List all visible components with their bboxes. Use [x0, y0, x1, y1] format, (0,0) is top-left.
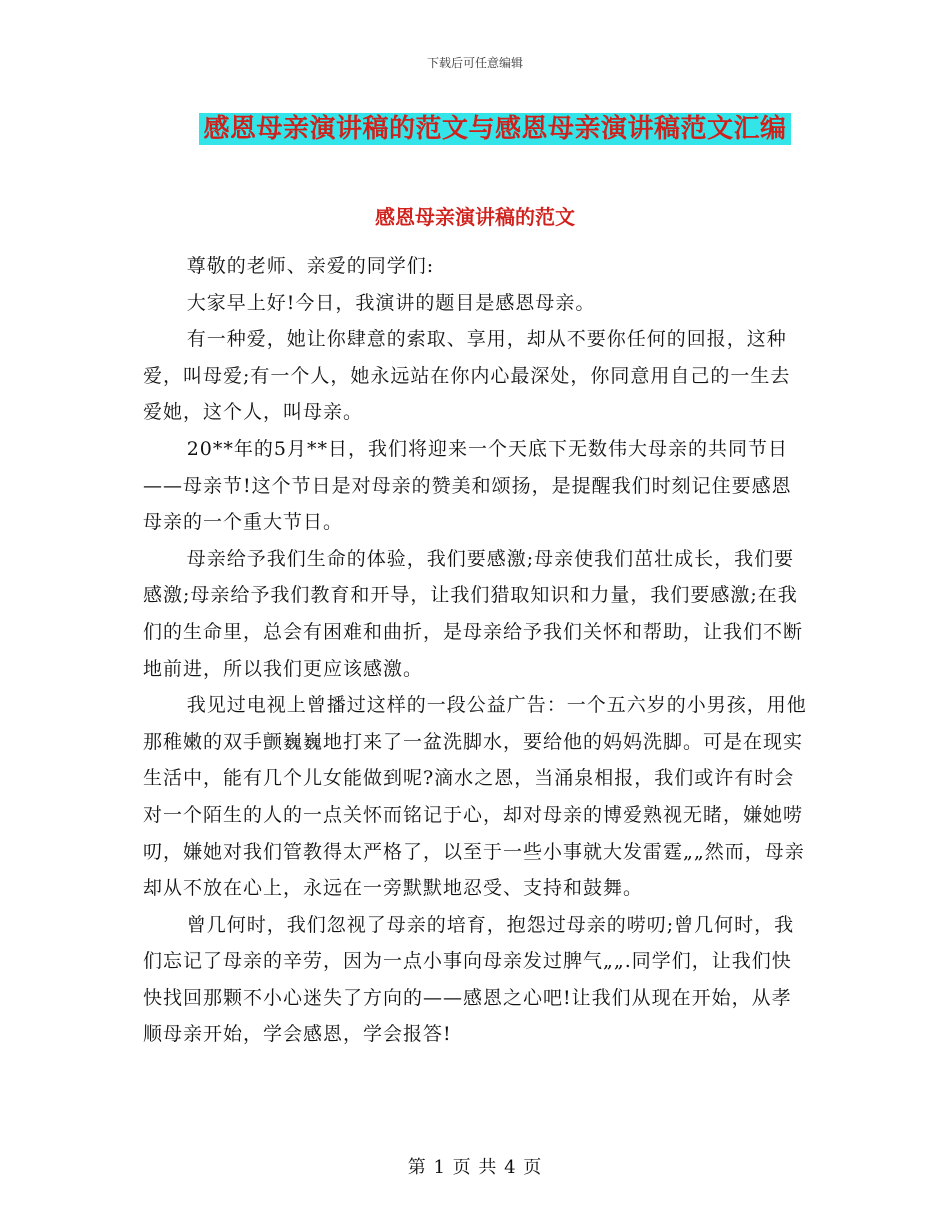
paragraph: 我见过电视上曾播过这样的一段公益广告：一个五六岁的小男孩，用他那稚嫩的双手颤巍巍地打来了一盆洗脚水，要给他的妈妈洗脚。可是在现实生活中，能有几个儿女能做到呢?滴水之恩，当涌泉相报，我们或许有时会对一个陌生的人的一点关怀而铭记于心，却对母亲的博爱熟视无睹，嫌她唠叨，嫌她对我们管教得太严格了，以至于一些小事就大发雷霆„„然而，母亲却从不放在心上，永远在一旁默默地忍受、支持和鼓舞。 [143, 694, 807, 900]
document-title-wrapper [0, 113, 950, 145]
page-number-footer: 第 1 页 共 4 页 [407, 1157, 543, 1178]
document-title: 感恩母亲演讲稿的范文与感恩母亲演讲稿范文汇编 [199, 113, 790, 145]
paragraph: 尊敬的老师、亲爱的同学们: [186, 255, 435, 277]
paragraph: 母亲给予我们生命的体验，我们要感激;母亲使我们茁壮成长，我们要感激;母亲给予我们教育和开导，让我们猎取知识和力量，我们要感激;在我们的生命里，总会有困难和曲折，是母亲给予我们关怀和帮助，让我们不断地前进，所以我们更应该感激。 [143, 547, 804, 680]
section-title: 感恩母亲演讲稿的范文 [375, 205, 575, 229]
paragraph: 曾几何时，我们忽视了母亲的培育，抱怨过母亲的唠叨;曾几何时，我们忘记了母亲的辛劳，因为一点小事向母亲发过脾气„„.同学们，让我们快快找回那颗不小心迷失了方向的——感恩之心吧!让我们从现在开始，从孝顺母亲开始，学会感恩，学会报答! [143, 913, 795, 1046]
paragraph: 20**年的5月**日，我们将迎来一个天底下无数伟大母亲的共同节日——母亲节!这个节日是对母亲的赞美和颂扬，是提醒我们时刻记住要感恩母亲的一个重大节日。 [143, 437, 792, 534]
document-body [143, 248, 808, 1053]
header-note: 下载后可任意编辑 [426, 56, 523, 70]
paragraph: 有一种爱，她让你肆意的索取、享用，却从不要你任何的回报，这种爱，叫母爱;有一个人，她永远站在你内心最深处，你同意用自己的一生去爱她，这个人，叫母亲。 [143, 328, 791, 424]
paragraph: 大家早上好!今日，我演讲的题目是感恩母亲。 [186, 291, 596, 314]
